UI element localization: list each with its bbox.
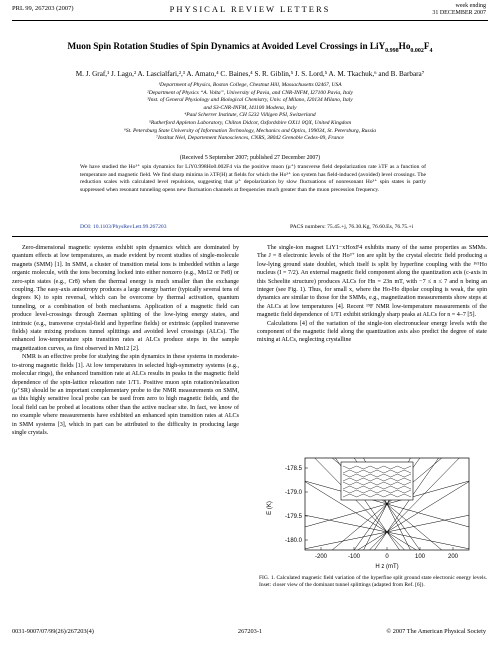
affiliation: ⁴Paul Scherrer Institute, CH 5232 Villigen PSI, Switzerland (184, 112, 316, 119)
y-axis-label: E (K) (267, 501, 273, 515)
paragraph: The single-ion magnet LiY1−xHoxF4 exhibits many of the same properties as SMMs. The J = 8 electronic levels of the Ho³⁺ ion are split by the crystal electric field producing a low-lying ground state doublet, which itself is split by hyperfine coupling with the ¹⁶⁵Ho nucleus (I = 7/2). An external magnetic field component along the quantization axis (c-axis in this Scheelite structure) produces ALCs for Hn = 23n mT, with −7 ≤ n ≤ 7 and n being an integer (see Fig. 1). Thus, for small x, where the Ho-Ho dipolar coupling is weak, the spin dynamics are similar to those for the SMMs, e.g., magnetization measurements show steps at the ALCs at low temperatures [4]. Recent ¹⁹F NMR low-temperature measurements of the magnetic field dependence of 1/T1 exhibit strikingly sharp peaks at ALCs for n = 4–7 [5]. (257, 245, 487, 319)
title-main: Muon Spin Rotation Studies of Spin Dynamics at Avoided Level Crossings in LiY (67, 41, 386, 51)
x-tick-label: 0 (385, 554, 389, 560)
footer-code: 0031-9007/07/99(26)/267203(4) (12, 628, 94, 635)
issue-date (432, 3, 486, 16)
affiliation: ²Department of Physics “A. Volta”, University of Pavia, and CNR-INFM, I27100 Pavia, Italy (147, 89, 353, 96)
title-sub1: 0.998 (385, 47, 399, 54)
issue-date-line2: 31 DECEMBER 2007 (432, 9, 486, 16)
received-dates: (Received 5 September 2007; published 27 December 2007) (179, 155, 321, 161)
affiliation: ¹Department of Physics, Boston College, Chestnut Hill, Massachusetts 02467, USA (158, 82, 342, 88)
body-column-left (12, 244, 239, 437)
author-list: M. J. Graf,¹ J. Lago,² A. Lascialfari,²,³ A. Amato,⁴ C. Baines,⁴ S. R. Giblin,⁵ J. S. Lord,⁵ A. M. Tkachuk,⁶ and B. Barbara⁷ (75, 70, 425, 78)
paragraph: Zero-dimensional magnetic systems exhibit spin dynamics which are dominated by quantum effects at low temperatures, as made evident by recent studies of single-molecule magnets (SMM) [1]. In SMM, a cluster of transition metal ions is imbedded within a large organic molecule, with the ions becoming locked into either nonzero (e.g., Mn12 or Fe8) or zero-spin states (e.g., Cr8) when the thermal energy is much smaller than the exchange coupling. The easy-axis anisotropy produces a large energy barrier (typically several tens of degrees K) to spin reversal, which can be overcome by thermal activation, quantum tunneling, or a combination of both mechanisms. Application of a magnetic field can produce level-crossings through Zeeman splitting of the low-lying energy states, and intrinsic (e.g., transverse crystal-field and hyperfine fields) or extrinsic (applied transverse fields) state mixing produces tunnel splittings and avoided level crossings (ALCs). The enhanced low-temperature spin transition rates at ALCs produce steps in the sample magnetization curves, as first observed in Mn12 [2]. (12, 245, 239, 352)
energy-level-plot (259, 452, 487, 574)
doi-link[interactable]: DOI: 10.1103/PhysRevLett.99.267203 (80, 224, 167, 230)
title-sub2: 0.002 (410, 47, 424, 54)
x-tick-label: 100 (414, 554, 426, 560)
title-end: F (423, 41, 430, 51)
x-tick-label: 200 (447, 554, 459, 560)
issue-date-line1: week ending (455, 3, 486, 9)
title-mid: Ho (398, 41, 411, 51)
affiliation: ⁵Rutherford Appleton Laboratory, Chilton Didcot, Oxfordshire OX11 0QX, United Kingdom (148, 119, 352, 126)
y-tick-label: -178.5 (284, 466, 302, 472)
abstract-rule (12, 236, 488, 237)
paper-title (0, 41, 500, 54)
y-axis (267, 466, 308, 544)
paragraph: NMR is an effective probe for studying the spin dynamics in these systems in moderate-to-strong magnetic fields [1]. At low temperatures in selected high-symmetry systems (e.g., molecular rings), the enhanced transition rate at ALCs results in peaks in the magnetic field dependence of the spin-lattice relaxation rate 1/T1. Positive muon spin rotation/relaxation (μ⁺SR) should be an important complementary probe to the NMR measurements on SMM, as this highly sensitive local probe can be used from zero to high magnetic fields, and the local field can be probed at locations other than the active nuclear site. In fact, we know of no example where measurements have exhibited an enhanced spin transition rates at ALCs in SMM systems [3], which in part can be attributed to the difficulty in producing large single crystals. (12, 354, 239, 436)
y-tick-label: -179.0 (284, 490, 302, 496)
inset-frame (341, 462, 413, 500)
affiliation: ³Inst. of General Physiology and Biological Chemistry, Univ. of Milano, I20134 Milano, Italy (147, 97, 353, 104)
page-number: 267203-1 (237, 628, 263, 635)
paragraph: Calculations [4] of the variation of the single-ion electronuclear energy levels with the component of the magnetic field along the quantization axis also predict the degree of state mixing at ALCs, neglecting crystalline (257, 320, 487, 344)
affiliation: ⁷Institut Néel, Departement Nanosciences, CNRS, 38042 Grenoble Cedex-09, France (156, 135, 344, 142)
copyright: © 2007 The American Physical Society (386, 628, 486, 635)
affiliations (40, 82, 460, 143)
header-rule (12, 20, 488, 21)
inset (341, 462, 413, 500)
journal-ref: PRL 99, 267203 (2007) (12, 5, 74, 12)
y-tick-label: -180.0 (284, 538, 302, 544)
x-axis (315, 547, 459, 570)
figure-1 (259, 452, 487, 574)
journal-name: PHYSICAL REVIEW LETTERS (169, 4, 331, 14)
affiliation: ⁶St. Petersburg State University of Information Technology, Mechanics and Optics, 199034, St. Petersburg, Russia (124, 127, 376, 134)
x-tick-label: -100 (347, 554, 361, 560)
abstract: We have studied the Ho³⁺ spin dynamics for LiY0.998Ho0.002F4 via the positive muon (μ⁺) transverse field depolarization rate λTF as a function of temperature and magnetic field. We find sharp minima in λTF(H) at fields for which the Ho³⁺ ion system has field-induced (avoided) level crossings. The reduction scales with calculated level repulsions, suggesting that μ⁺ depolarization by slow fluctuations of nonresonant Ho³⁺ spin states is partly suppressed when resonant tunneling opens new fluctuation channels at frequencies much greater than the muon precession frequency. (80, 164, 426, 193)
x-axis-label: H z (mT) (375, 564, 399, 570)
figure-caption: FIG. 1. Calculated magnetic field variation of the hyperfine split ground state electronic energy levels. Inset: closer view of the dominant tunnel splittings (adapted from Ref. [6]). (259, 575, 487, 589)
y-tick-label: -179.5 (284, 514, 302, 520)
title-sub3: 4 (429, 47, 433, 54)
affiliation: and S3-CNR-INFM, I41100 Modena, Italy (203, 104, 297, 111)
x-tick-label: -200 (314, 554, 328, 560)
body-column-right (257, 244, 487, 345)
pacs-numbers: PACS numbers: 75.45.+j, 76.30.Kg, 76.60.Es, 76.75.+i (290, 224, 414, 230)
